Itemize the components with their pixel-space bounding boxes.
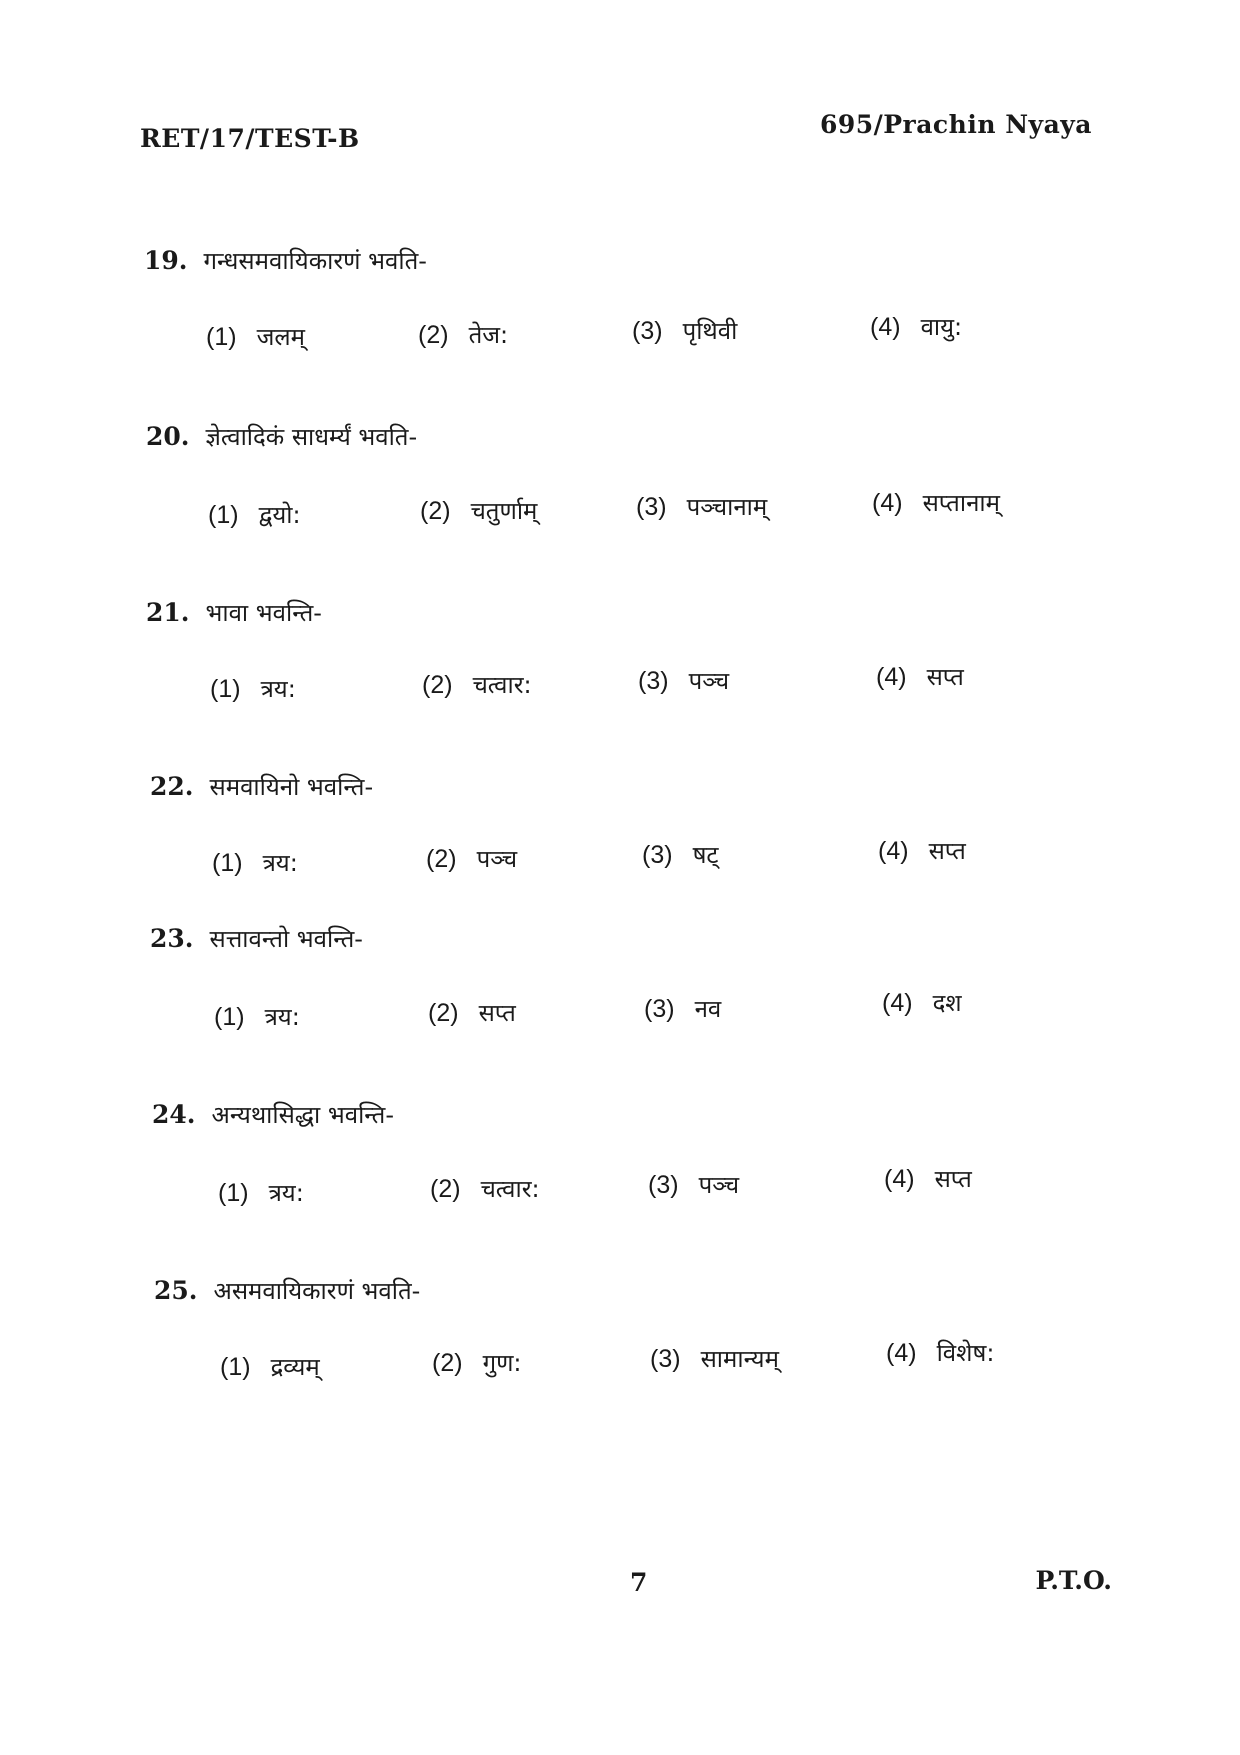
option-number: (2) bbox=[428, 999, 459, 1027]
question-text: भावा भवन्ति- bbox=[205, 599, 322, 627]
option-4[interactable] bbox=[876, 660, 964, 693]
option-text: द्वयो: bbox=[258, 501, 301, 529]
option-text: पञ्च bbox=[698, 1171, 740, 1199]
option-text: चतुर्णाम् bbox=[470, 497, 538, 525]
option-text: सप्तानाम् bbox=[922, 489, 1000, 517]
question-stem bbox=[146, 420, 417, 453]
option-number: (1) bbox=[208, 501, 239, 529]
question-number: 23. bbox=[150, 924, 194, 953]
question-stem bbox=[154, 1274, 420, 1307]
question-number: 21. bbox=[146, 598, 190, 627]
option-number: (1) bbox=[218, 1179, 249, 1207]
question-number: 25. bbox=[154, 1276, 198, 1305]
option-text: त्रय: bbox=[268, 1179, 304, 1207]
option-number: (3) bbox=[650, 1345, 681, 1373]
option-number: (2) bbox=[418, 321, 449, 349]
option-2[interactable] bbox=[422, 668, 532, 701]
option-text: जलम् bbox=[256, 323, 305, 351]
option-2[interactable] bbox=[420, 494, 537, 527]
option-number: (1) bbox=[206, 323, 237, 351]
option-3[interactable] bbox=[642, 838, 719, 871]
option-number: (2) bbox=[426, 845, 457, 873]
question-text: समवायिनो भवन्ति- bbox=[209, 773, 374, 801]
option-4[interactable] bbox=[884, 1162, 972, 1195]
option-number: (3) bbox=[632, 317, 663, 345]
option-3[interactable] bbox=[644, 992, 721, 1025]
option-3[interactable] bbox=[636, 490, 767, 523]
option-2[interactable] bbox=[426, 842, 517, 875]
option-number: (4) bbox=[884, 1165, 915, 1193]
option-text: सप्त bbox=[926, 663, 964, 691]
page-number: 7 bbox=[630, 1568, 648, 1597]
question-number: 24. bbox=[152, 1100, 196, 1129]
option-number: (1) bbox=[210, 675, 241, 703]
option-3[interactable] bbox=[638, 664, 729, 697]
question-text: असमवायिकारणं भवति- bbox=[213, 1277, 421, 1305]
option-1[interactable] bbox=[218, 1176, 304, 1209]
option-text: चत्वार: bbox=[480, 1175, 540, 1203]
option-2[interactable] bbox=[418, 318, 508, 351]
option-text: त्रय: bbox=[262, 849, 298, 877]
question-text: गन्धसमवायिकारणं भवति- bbox=[203, 247, 427, 275]
option-text: तेज: bbox=[468, 321, 509, 349]
option-4[interactable] bbox=[878, 834, 966, 867]
option-text: पञ्च bbox=[688, 667, 730, 695]
option-2[interactable] bbox=[432, 1346, 522, 1379]
question-text: ज्ञेत्वादिकं साधर्म्यं भवति- bbox=[205, 423, 418, 451]
option-number: (4) bbox=[876, 663, 907, 691]
option-text: चत्वार: bbox=[472, 671, 532, 699]
subject-code: 695/Prachin Nyaya bbox=[819, 110, 1092, 139]
question-number: 19. bbox=[144, 246, 188, 275]
option-1[interactable] bbox=[206, 320, 305, 353]
option-number: (3) bbox=[636, 493, 667, 521]
option-text: वायु: bbox=[920, 313, 963, 341]
please-turn-over: P.T.O. bbox=[1035, 1566, 1112, 1595]
option-4[interactable] bbox=[870, 310, 962, 343]
question-number: 20. bbox=[146, 422, 190, 451]
option-text: द्रव्यम् bbox=[270, 1353, 320, 1381]
option-number: (1) bbox=[214, 1003, 245, 1031]
option-number: (4) bbox=[878, 837, 909, 865]
question-text: सत्तावन्तो भवन्ति- bbox=[209, 925, 363, 953]
option-text: त्रय: bbox=[260, 675, 296, 703]
option-number: (3) bbox=[648, 1171, 679, 1199]
question-stem bbox=[152, 1098, 394, 1131]
question-text: अन्यथासिद्धा भवन्ति- bbox=[211, 1101, 395, 1129]
option-3[interactable] bbox=[650, 1342, 779, 1375]
question-stem bbox=[146, 596, 322, 629]
option-text: पञ्चानाम् bbox=[686, 493, 768, 521]
option-text: पृथिवी bbox=[682, 317, 738, 345]
option-number: (4) bbox=[882, 989, 913, 1017]
option-4[interactable] bbox=[886, 1336, 994, 1369]
option-1[interactable] bbox=[214, 1000, 300, 1033]
option-4[interactable] bbox=[872, 486, 1000, 519]
paper-code: RET/17/TEST-B bbox=[140, 124, 360, 153]
option-number: (3) bbox=[638, 667, 669, 695]
option-1[interactable] bbox=[220, 1350, 320, 1383]
option-2[interactable] bbox=[428, 996, 516, 1029]
option-text: सप्त bbox=[478, 999, 516, 1027]
option-number: (4) bbox=[870, 313, 901, 341]
question-stem bbox=[144, 244, 427, 277]
option-number: (1) bbox=[220, 1353, 251, 1381]
option-number: (3) bbox=[644, 995, 675, 1023]
option-text: षट् bbox=[692, 841, 719, 869]
question-stem bbox=[150, 770, 373, 803]
question-number: 22. bbox=[150, 772, 194, 801]
option-3[interactable] bbox=[648, 1168, 739, 1201]
option-1[interactable] bbox=[208, 498, 301, 531]
option-number: (2) bbox=[422, 671, 453, 699]
option-3[interactable] bbox=[632, 314, 737, 347]
option-text: पञ्च bbox=[476, 845, 518, 873]
option-4[interactable] bbox=[882, 986, 962, 1019]
option-text: गुण: bbox=[482, 1349, 522, 1377]
option-text: सप्त bbox=[934, 1165, 972, 1193]
option-number: (4) bbox=[872, 489, 903, 517]
option-number: (2) bbox=[430, 1175, 461, 1203]
option-1[interactable] bbox=[212, 846, 298, 879]
question-stem bbox=[150, 922, 363, 955]
option-text: विशेष: bbox=[936, 1339, 995, 1367]
option-text: सप्त bbox=[928, 837, 966, 865]
option-number: (3) bbox=[642, 841, 673, 869]
option-number: (4) bbox=[886, 1339, 917, 1367]
option-2[interactable] bbox=[430, 1172, 540, 1205]
option-number: (2) bbox=[432, 1349, 463, 1377]
option-text: दश bbox=[932, 989, 962, 1017]
option-number: (2) bbox=[420, 497, 451, 525]
option-1[interactable] bbox=[210, 672, 296, 705]
option-text: सामान्यम् bbox=[700, 1345, 779, 1373]
option-text: नव bbox=[694, 995, 722, 1023]
option-number: (1) bbox=[212, 849, 243, 877]
option-text: त्रय: bbox=[264, 1003, 300, 1031]
